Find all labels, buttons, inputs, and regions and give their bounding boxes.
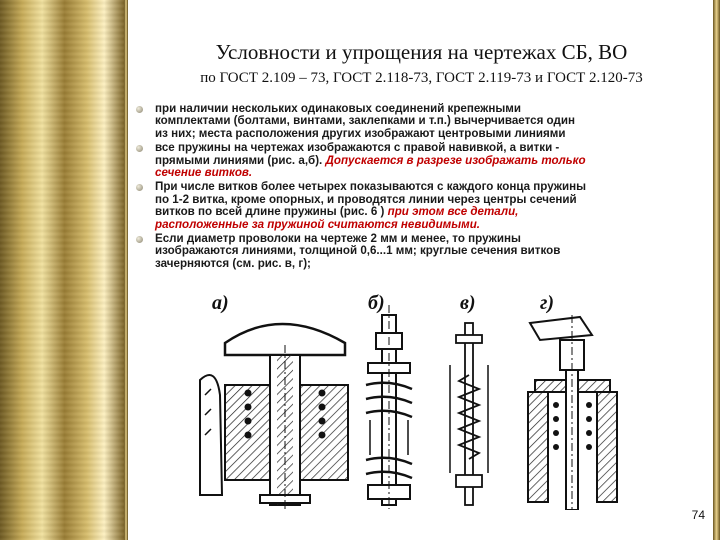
bullet-item [130, 181, 713, 231]
figure-a-drawing [200, 324, 348, 509]
bullet-text: Если диаметр проволоки на чертеже 2 мм и менее, то пружины изображаются линиями, толщиной 0,6...1 мм; круглые сечения витков зачерняются (см. рис. в, г); [155, 232, 561, 270]
figure-c-drawing [450, 323, 488, 505]
bullet-item [130, 233, 713, 270]
bullet-item [130, 142, 713, 179]
bullet-list [130, 103, 713, 272]
slide-title: Условности и упрощения на чертежах СБ, ВО [215, 40, 628, 64]
figure-label-b: б) [368, 292, 385, 314]
bullet-text: при наличии нескольких одинаковых соединений крепежными комплектами (болтами, винтами, заклепками и т.п.) вычерчивается один из них; места расположения других изображают центровыми линиями [155, 102, 575, 140]
bullet-text: При числе витков более четырех показываются с каждого конца пружины по 1-2 витка, кроме опорных, и проводятся линии через центры сечений витков по всей длине пружины (рис. 6 ) [155, 180, 587, 219]
slide-content [130, 0, 713, 540]
figure-label-a: а) [212, 292, 229, 314]
figure-label-g: г) [540, 292, 555, 314]
figure-d-drawing [528, 315, 617, 510]
bullet-emphasis: при этом все детали, расположенные за пружиной считаются невидимыми. [155, 205, 519, 231]
bullet-item [130, 103, 713, 140]
bullet-dot-icon [136, 106, 143, 113]
figure-label-v: в) [460, 292, 476, 314]
bullet-text: все пружины на чертежах изображаются с правой навивкой, а витки - прямыми линиями (рис. а,б). [155, 141, 560, 167]
bullet-dot-icon [136, 184, 143, 191]
figure-b-drawing [366, 305, 412, 509]
bullet-emphasis: Допускается в разрезе изображать только сечение витков. [155, 153, 586, 180]
page-number: 74 [691, 508, 705, 522]
frame-divider-left [124, 0, 128, 540]
frame-divider-right [713, 0, 720, 540]
spring-technical-drawings [130, 295, 713, 510]
bullet-dot-icon [136, 236, 143, 243]
bullet-dot-icon [136, 145, 143, 152]
decorative-gold-frame [0, 0, 124, 540]
slide-subtitle: по ГОСТ 2.109 – 73, ГОСТ 2.118-73, ГОСТ 2.119-73 и ГОСТ 2.120-73 [200, 70, 643, 86]
